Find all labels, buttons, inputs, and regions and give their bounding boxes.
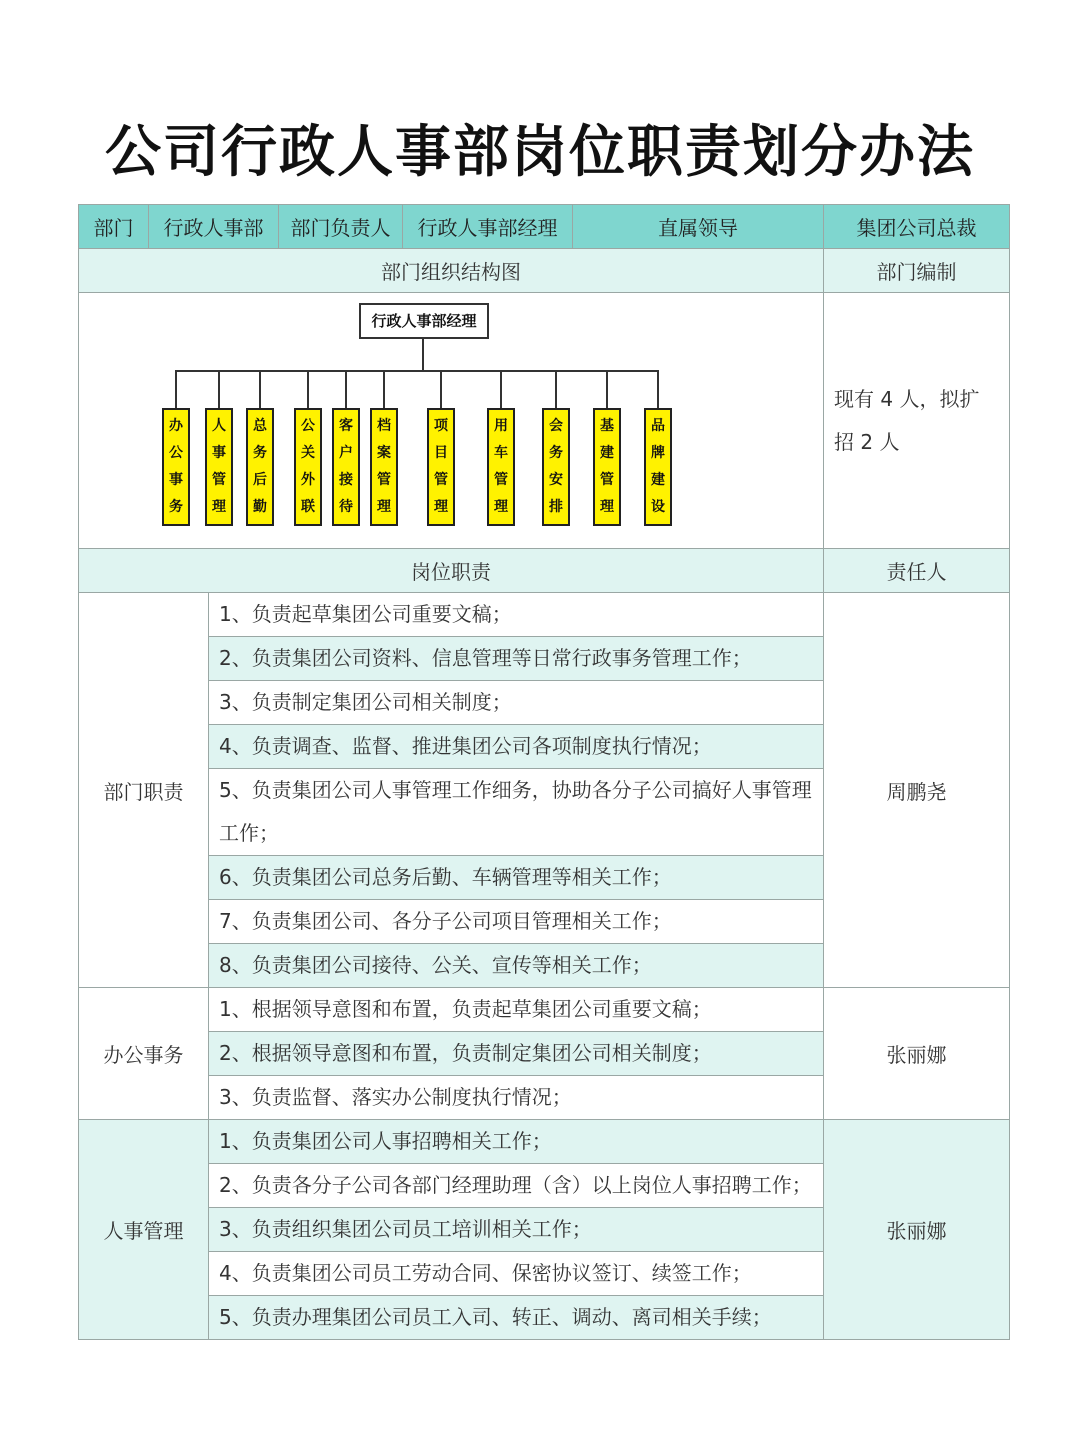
duty-item: 1、负责起草集团公司重要文稿；: [209, 593, 824, 637]
duty-item: 4、负责集团公司员工劳动合同、保密协议签订、续签工作；: [209, 1252, 824, 1296]
org-connector-line: [500, 370, 502, 408]
org-connector-line: [218, 370, 220, 408]
dept-label: 部门: [79, 205, 149, 249]
duties-label: 岗位职责: [79, 549, 824, 593]
head-value: 行政人事部经理: [403, 205, 573, 249]
duty-item: 4、负责调查、监督、推进集团公司各项制度执行情况；: [209, 725, 824, 769]
org-trunk-line: [422, 339, 424, 371]
duty-item: 5、负责办理集团公司员工入司、转正、调动、离司相关手续；: [209, 1296, 824, 1340]
table-row: [79, 1120, 1010, 1164]
owner-label: 责任人: [824, 549, 1010, 593]
duty-item: 3、负责监督、落实办公制度执行情况；: [209, 1076, 824, 1120]
duty-item: 1、负责集团公司人事招聘相关工作；: [209, 1120, 824, 1164]
duty-section-header: [79, 549, 1010, 593]
duty-item: 3、负责制定集团公司相关制度；: [209, 681, 824, 725]
duty-item: 1、根据领导意图和布置，负责起草集团公司重要文稿；: [209, 988, 824, 1032]
duty-item: 2、负责各分子公司各部门经理助理（含）以上岗位人事招聘工作；: [209, 1164, 824, 1208]
org-unit-box: 会 务 安 排: [542, 408, 570, 526]
duty-item: 8、负责集团公司接待、公关、宣传等相关工作；: [209, 944, 824, 988]
org-chart: [79, 293, 825, 549]
category-cell: 人事管理: [79, 1120, 209, 1340]
duty-item: 2、负责集团公司资料、信息管理等日常行政事务管理工作；: [209, 637, 824, 681]
person-cell: 周鹏尧: [824, 593, 1010, 988]
duty-item: 5、负责集团公司人事管理工作细务，协助各分子公司搞好人事管理工作；: [209, 769, 824, 856]
org-connector-line: [555, 370, 557, 408]
staffing-label: 部门编制: [824, 249, 1010, 293]
org-section-header: [79, 249, 1010, 293]
person-cell: 张丽娜: [824, 988, 1010, 1120]
org-unit-box: 档 案 管 理: [370, 408, 398, 526]
duty-item: 2、根据领导意图和布置，负责制定集团公司相关制度；: [209, 1032, 824, 1076]
org-connector-line: [307, 370, 309, 408]
org-unit-box: 办 公 事 务: [162, 408, 190, 526]
org-unit-box: 用 车 管 理: [487, 408, 515, 526]
org-row: [79, 293, 1010, 549]
org-unit-box: 总 务 后 勤: [246, 408, 274, 526]
org-connector-line: [657, 370, 659, 408]
org-connector-line: [259, 370, 261, 408]
org-connector-line: [606, 370, 608, 408]
category-cell: 办公事务: [79, 988, 209, 1120]
org-unit-box: 项 目 管 理: [427, 408, 455, 526]
org-unit-box: 品 牌 建 设: [644, 408, 672, 526]
org-unit-box: 公 关 外 联: [294, 408, 322, 526]
category-cell: 部门职责: [79, 593, 209, 988]
table-row: [79, 593, 1010, 637]
duty-item: 6、负责集团公司总务后勤、车辆管理等相关工作；: [209, 856, 824, 900]
duty-item: 3、负责组织集团公司员工培训相关工作；: [209, 1208, 824, 1252]
leader-value: 集团公司总裁: [824, 205, 1010, 249]
org-connector-line: [345, 370, 347, 408]
org-chart-label: 部门组织结构图: [79, 249, 824, 293]
org-chart-cell: [79, 293, 824, 549]
leader-label: 直属领导: [573, 205, 824, 249]
duty-table: [78, 204, 1010, 1340]
page-title: 公司行政人事部岗位职责划分办法: [105, 119, 975, 185]
org-manager-box: 行政人事部经理: [359, 303, 489, 339]
person-cell: 张丽娜: [824, 1120, 1010, 1340]
header-row: [79, 205, 1010, 249]
org-unit-box: 基 建 管 理: [593, 408, 621, 526]
org-connector-line: [440, 370, 442, 408]
org-connector-line: [383, 370, 385, 408]
head-label: 部门负责人: [279, 205, 403, 249]
table-row: [79, 988, 1010, 1032]
org-unit-box: 人 事 管 理: [205, 408, 233, 526]
staffing-value: 现有 4 人，拟扩招 2 人: [824, 293, 1010, 549]
duty-item: 7、负责集团公司、各分子公司项目管理相关工作；: [209, 900, 824, 944]
org-connector-line: [175, 370, 177, 408]
org-unit-box: 客 户 接 待: [332, 408, 360, 526]
dept-value: 行政人事部: [149, 205, 279, 249]
org-branch-line: [176, 370, 658, 372]
